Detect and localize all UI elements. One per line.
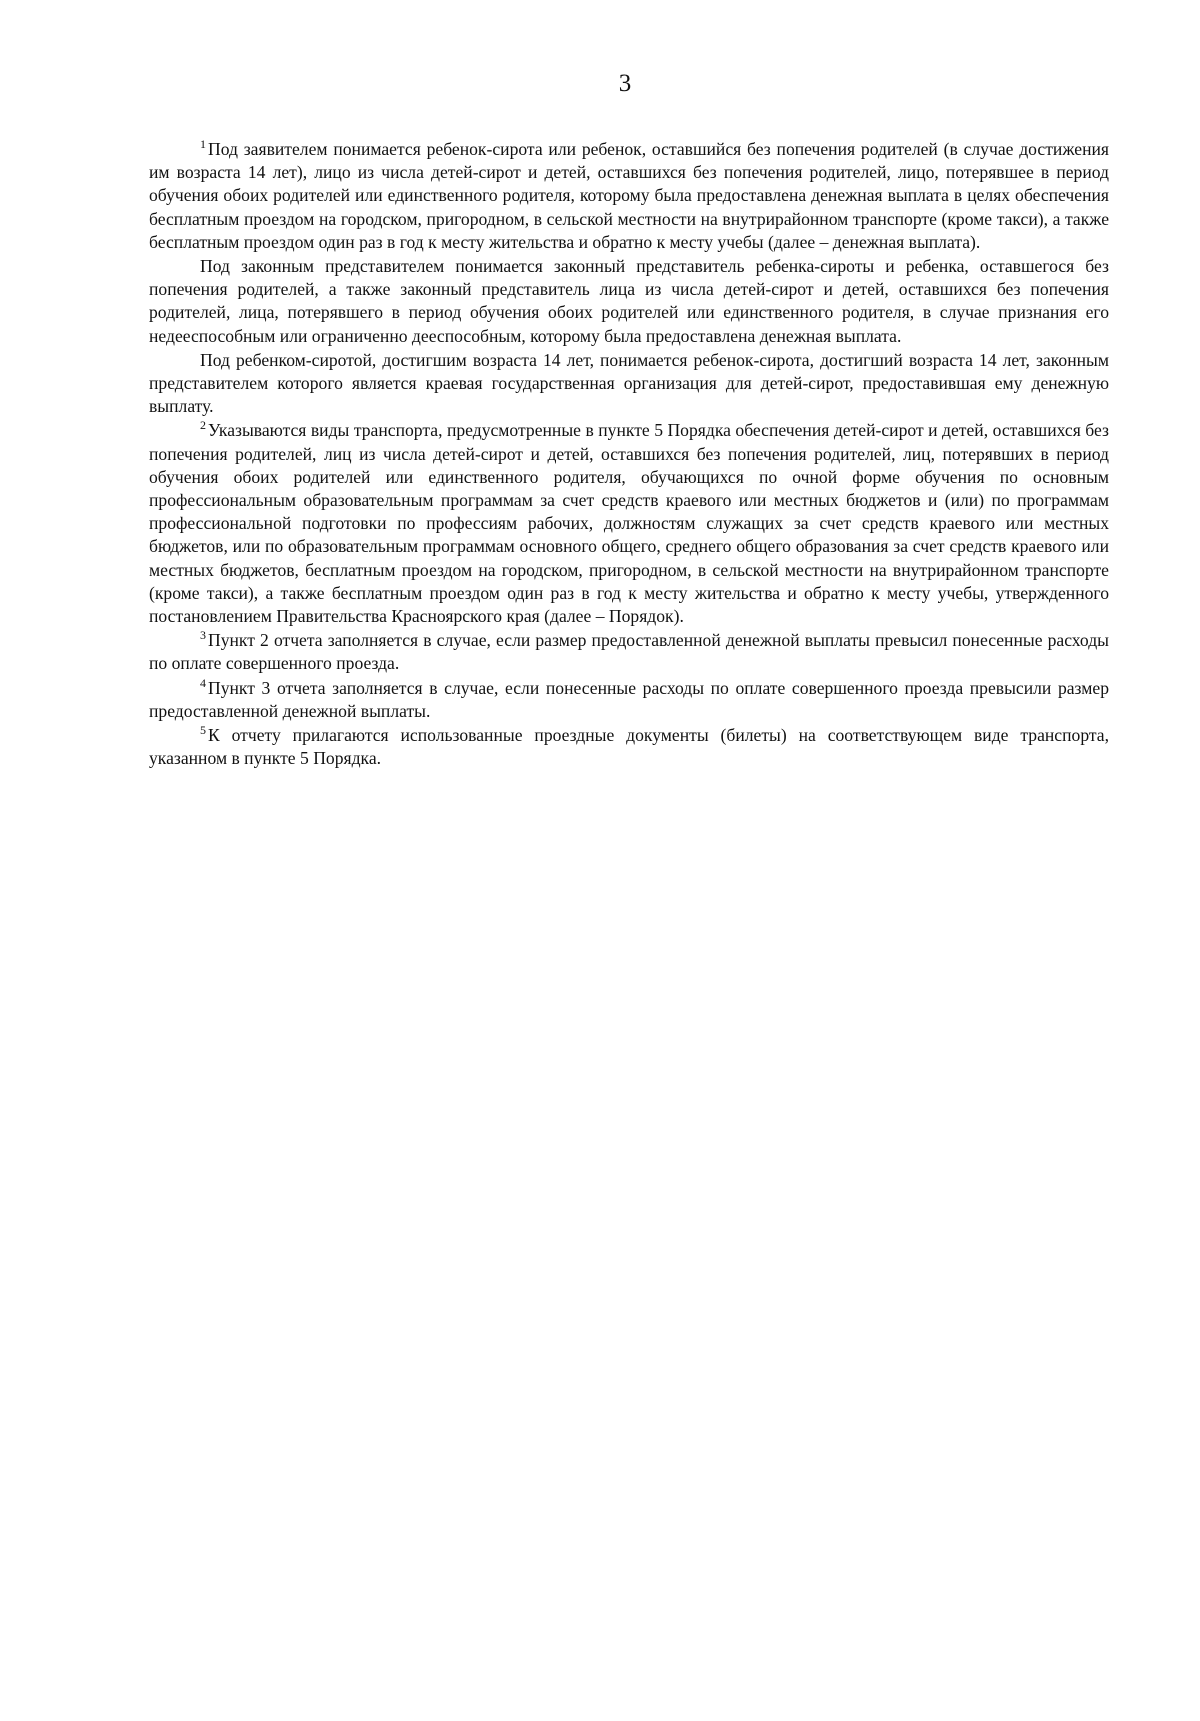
page-number: 3 (618, 70, 632, 97)
footnote-text: Указываются виды транспорта, предусмотренные в пункте 5 Порядка обеспечения детей-сирот и детей, оставшихся без попечения родителей, лиц из числа детей-сирот и детей, оставшихся без попечения родителей, лиц, потерявших в период обучения обоих родителей или единственного родителя, обучающихся по очной форме обучения по основным профессиональным образовательным программам за счет средств краевого или местных бюджетов и (или) по программам профессиональной подготовки по профессиям рабочих, должностям служащих за счет средств краевого или местных бюджетов, или по образовательным программам основного общего, среднего общего образования за счет средств краевого или местных бюджетов, бесплатным проездом на городском, пригородном, в сельской местности на внутрирайонном транспорте (кроме такси), а также бесплатным проездом один раз в год к месту жительства и обратно к месту учебы, утвержденного постановлением Правительства Красноярского края (далее – Порядок). (149, 420, 1109, 627)
footnote-3 (149, 629, 1109, 675)
footnote-text: К отчету прилагаются использованные проездные документы (билеты) на соответствующем виде транспорта, указанном в пункте 5 Порядка. (149, 725, 1109, 769)
footnote-1 (149, 138, 1109, 254)
footnote-4 (149, 677, 1109, 723)
footnote-text: Под законным представителем понимается законный представитель ребенка-сироты и ребенка, оставшегося без попечения родителей, а также законный представитель лица из числа детей-сирот и детей, оставшихся без попечения родителей, лица, потерявшего в период обучения обоих родителей или единственного родителя, в случае признания его недееспособным или ограниченно дееспособным, которому была предоставлена денежная выплата. (149, 256, 1109, 346)
footnote-marker: 2 (200, 418, 206, 433)
footnote-text: Под ребенком-сиротой, достигшим возраста 14 лет, понимается ребенок-сирота, достигший возраста 14 лет, законным представителем которого является краевая государственная организация для детей-сирот, предоставившая ему денежную выплату. (149, 349, 1109, 417)
footnote-marker: 4 (200, 675, 206, 690)
footnote-1-orphan-14 (149, 349, 1109, 419)
footnote-marker: 1 (200, 137, 206, 151)
footnotes-section (149, 138, 1109, 771)
footnote-5 (149, 724, 1109, 770)
footnote-text: Пункт 3 отчета заполняется в случае, если понесенные расходы по оплате совершенного проезда превысили размер предоставленной денежной выплаты. (149, 677, 1109, 721)
footnote-1-legal-representative (149, 255, 1109, 348)
footnote-marker: 5 (200, 723, 206, 738)
footnote-text: Под заявителем понимается ребенок-сирота или ребенок, оставшийся без попечения родителей (в случае достижения им возраста 14 лет), лицо из числа детей-сирот и детей, оставшихся без попечения родителей, лицо, потерявшее в период обучения обоих родителей или единственного родителя, которому была предоставлена денежная выплата в целях обеспечения бесплатным проездом на городском, пригородном, в сельской местности на внутрирайонном транспорте (кроме такси), а также бесплатным проездом один раз в год к месту жительства и обратно к месту учебы (далее – денежная выплата). (149, 139, 1109, 252)
footnote-2 (149, 419, 1109, 628)
footnote-marker: 3 (200, 628, 206, 643)
footnote-text: Пункт 2 отчета заполняется в случае, если размер предоставленной денежной выплаты превысил понесенные расходы по оплате совершенного проезда. (149, 630, 1109, 674)
